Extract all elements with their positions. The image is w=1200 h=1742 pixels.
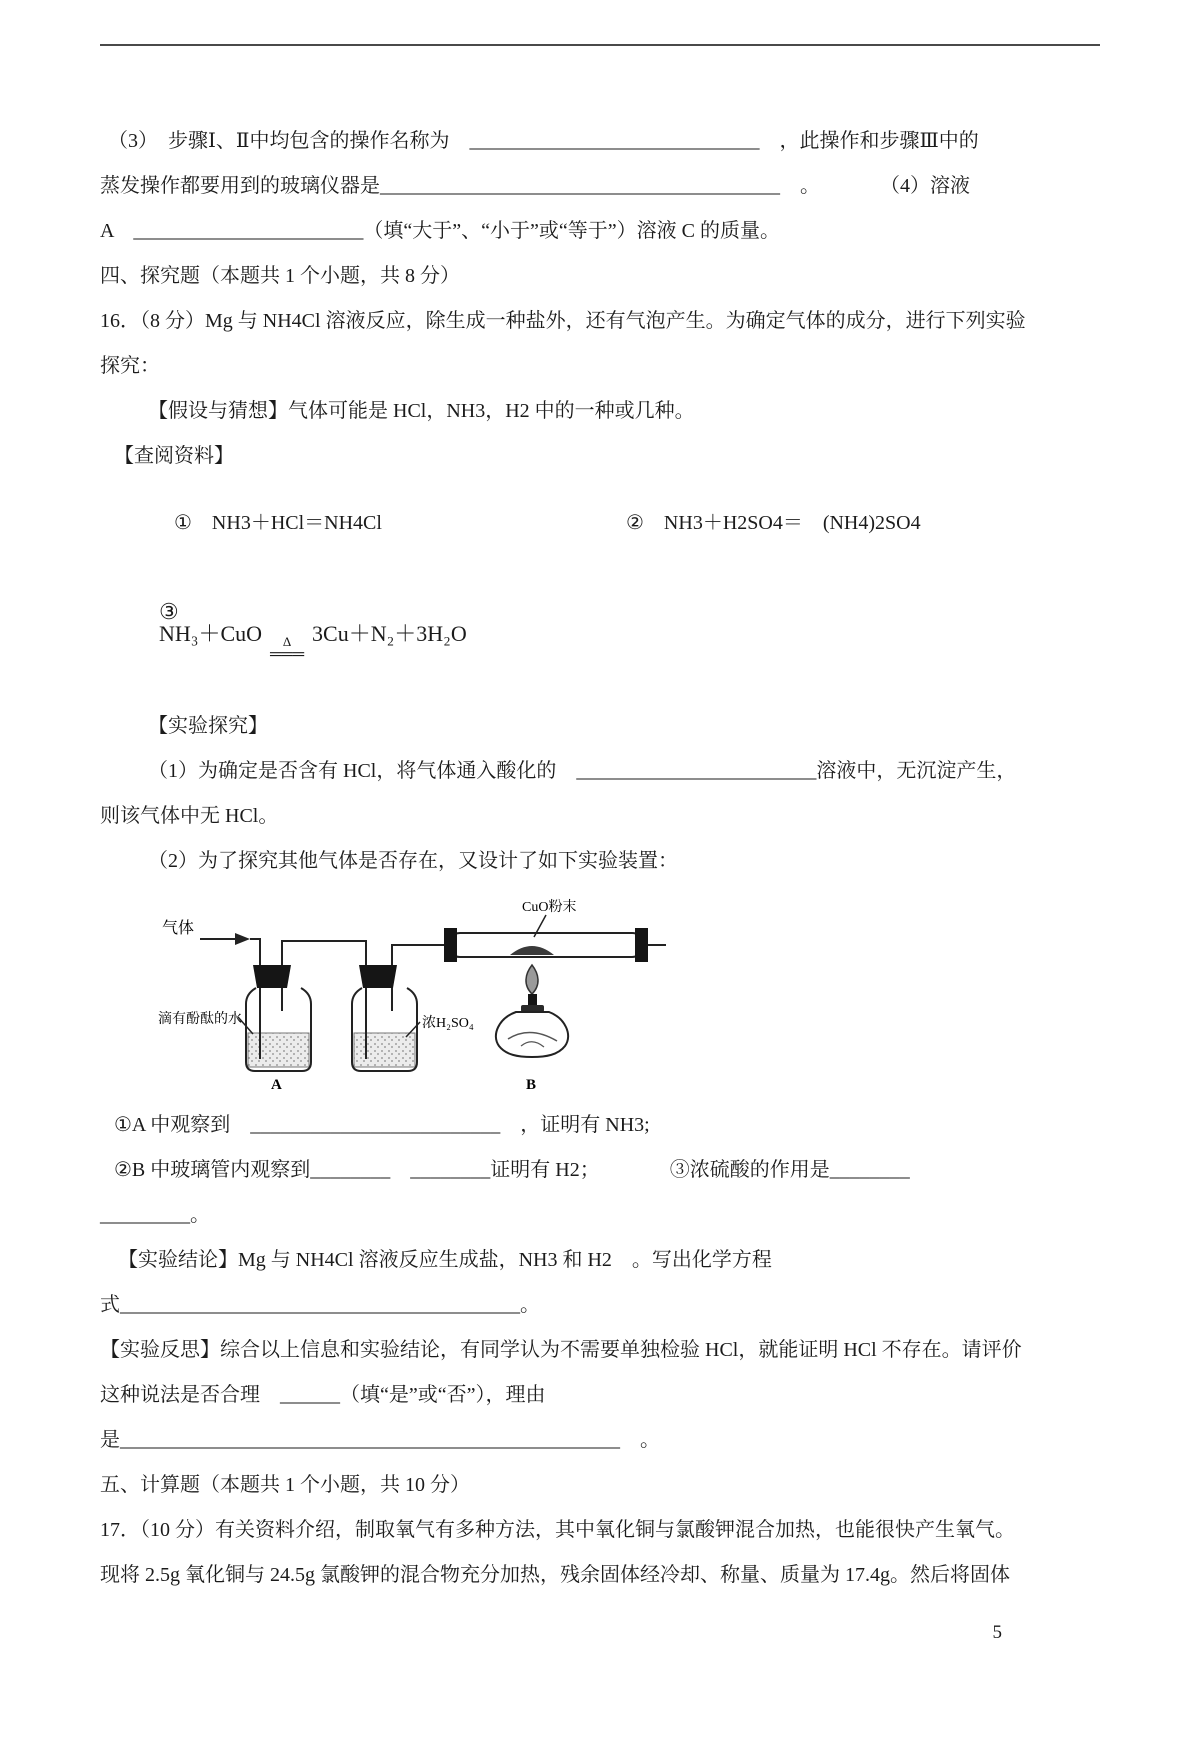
reference-equation-1: ① NH3＋HCl＝NH4Cl [174, 512, 382, 534]
q16-explore-1-line2: 则该气体中无 HCl。 [100, 805, 279, 827]
washing-bottle-a [246, 965, 311, 1071]
equation-3-lhs: NH₃＋CuO [159, 621, 263, 646]
section-4-heading: 四、探究题（本题共 1 个小题，共 8 分） [100, 265, 460, 287]
connecting-tube-1 [282, 941, 366, 965]
q16-reflection-line3: 是__________________________________________________ 。 [100, 1429, 660, 1451]
page-number: 5 [992, 1622, 1002, 1643]
q16-explore-heading: 【实验探究】 [148, 715, 268, 737]
q16-conclusion-line2: 式________________________________________。 [100, 1294, 540, 1316]
q15-part3-line1: （3） 步骤Ⅰ、Ⅱ中均包含的操作名称为 _____________________________ ，此操作和步骤Ⅲ中的 [108, 130, 979, 152]
q16-explore-1-line1: （1）为确定是否含有 HCl，将气体通入酸化的 ________________________溶液中，无沉淀产生， [148, 760, 1017, 782]
q17-line1: 17．（10 分）有关资料介绍，制取氧气有多种方法，其中氧化铜与氯酸钾混合加热，也能很快产生氧气。 [100, 1519, 1015, 1541]
q16-reflection-line2: 这种说法是否合理 ______（填“是”或“否”），理由 [100, 1384, 546, 1406]
bottle-a-stopper [253, 965, 291, 988]
hard-glass-tube [444, 928, 666, 962]
page-content [100, 46, 1100, 1586]
acid-liquid [354, 1033, 415, 1067]
tube-right-stopper [635, 928, 648, 962]
lamp-body [496, 1012, 568, 1057]
washing-bottle-acid [352, 965, 417, 1071]
q15-part4-line: A _______________________（填“大于”、“小于”或“等于”）溶液 C 的质量。 [100, 220, 780, 242]
gas-inlet-tube [200, 933, 260, 965]
q16-hypothesis: 【假设与猜想】气体可能是 HCl，NH3，H2 中的一种或几种。 [148, 400, 695, 422]
q16-observation-b: ②B 中玻璃管内观察到________ ________证明有 H2； ③浓硫酸的作用是________ [114, 1159, 910, 1181]
bottle-a-liquid [248, 1033, 309, 1067]
exam-page [0, 44, 1200, 1644]
q16-reference-equations [100, 490, 1100, 556]
cuo-powder [510, 946, 554, 955]
q16-reflection-line1: 【实验反思】综合以上信息和实验结论，有同学认为不需要单独检验 HCl，就能证明 HCl 不存在。请评价 [100, 1339, 1022, 1361]
connecting-tube-2 [392, 945, 446, 965]
q16-explore-2-intro: （2）为了探究其他气体是否存在，又设计了如下实验装置： [148, 850, 678, 872]
double-equals-line: ═══ [270, 646, 305, 663]
gas-arrow-head [235, 933, 250, 945]
q16-observation-b-cont: _________。 [100, 1204, 210, 1226]
cuo-caption: CuO粉末 [522, 900, 577, 915]
delta-over-equals [270, 635, 304, 663]
acid-caption: 浓H₂SO₄ [422, 1016, 474, 1031]
q16-conclusion-line1: 【实验结论】Mg 与 NH4Cl 溶液反应生成盐，NH3 和 H2 。写出化学方程 [118, 1249, 772, 1271]
experiment-diagram-block [156, 895, 1100, 1098]
lamp-collar [521, 1005, 544, 1012]
q15-part3-line2: 蒸发操作都要用到的玻璃仪器是________________________________________ 。 （4）溶液 [100, 175, 970, 197]
q16-materials-heading: 【查阅资料】 [114, 445, 234, 467]
label-b: B [526, 1077, 537, 1093]
equation-3-rhs: 3Cu＋N₂＋3H₂O [312, 621, 467, 646]
acid-bottle-stopper [359, 965, 397, 988]
label-a: A [271, 1077, 282, 1093]
q16-intro-line1: 16．（8 分）Mg 与 NH4Cl 溶液反应，除生成一种盐外，还有气泡产生。为确定气体的成分，进行下列实验 [100, 310, 1026, 332]
gas-label: 气体 [162, 920, 195, 937]
q16-intro-line2: 探究： [100, 355, 160, 377]
reference-equation-2: ② NH3＋H2SO4＝ (NH4)2SO4 [626, 512, 921, 534]
equation-3-number: ③ [159, 599, 179, 624]
flame [526, 965, 538, 994]
apparatus-diagram [156, 895, 676, 1093]
reference-equation-3 [100, 579, 1100, 685]
lamp-wick [528, 994, 537, 1005]
tube-left-stopper [444, 928, 457, 962]
alcohol-lamp [496, 965, 568, 1057]
q17-line2: 现将 2.5g 氧化铜与 24.5g 氯酸钾的混合物充分加热，残余固体经冷却、称量、质量为 17.4g。然后将固体 [100, 1564, 1010, 1586]
bottle-a-caption: 滴有酚酞的水 [158, 1012, 242, 1027]
q16-observation-a: ①A 中观察到 _________________________ ，证明有 NH3; [114, 1114, 650, 1136]
delta-condition: Δ [282, 634, 292, 649]
section-5-heading: 五、计算题（本题共 1 个小题，共 10 分） [100, 1474, 470, 1496]
